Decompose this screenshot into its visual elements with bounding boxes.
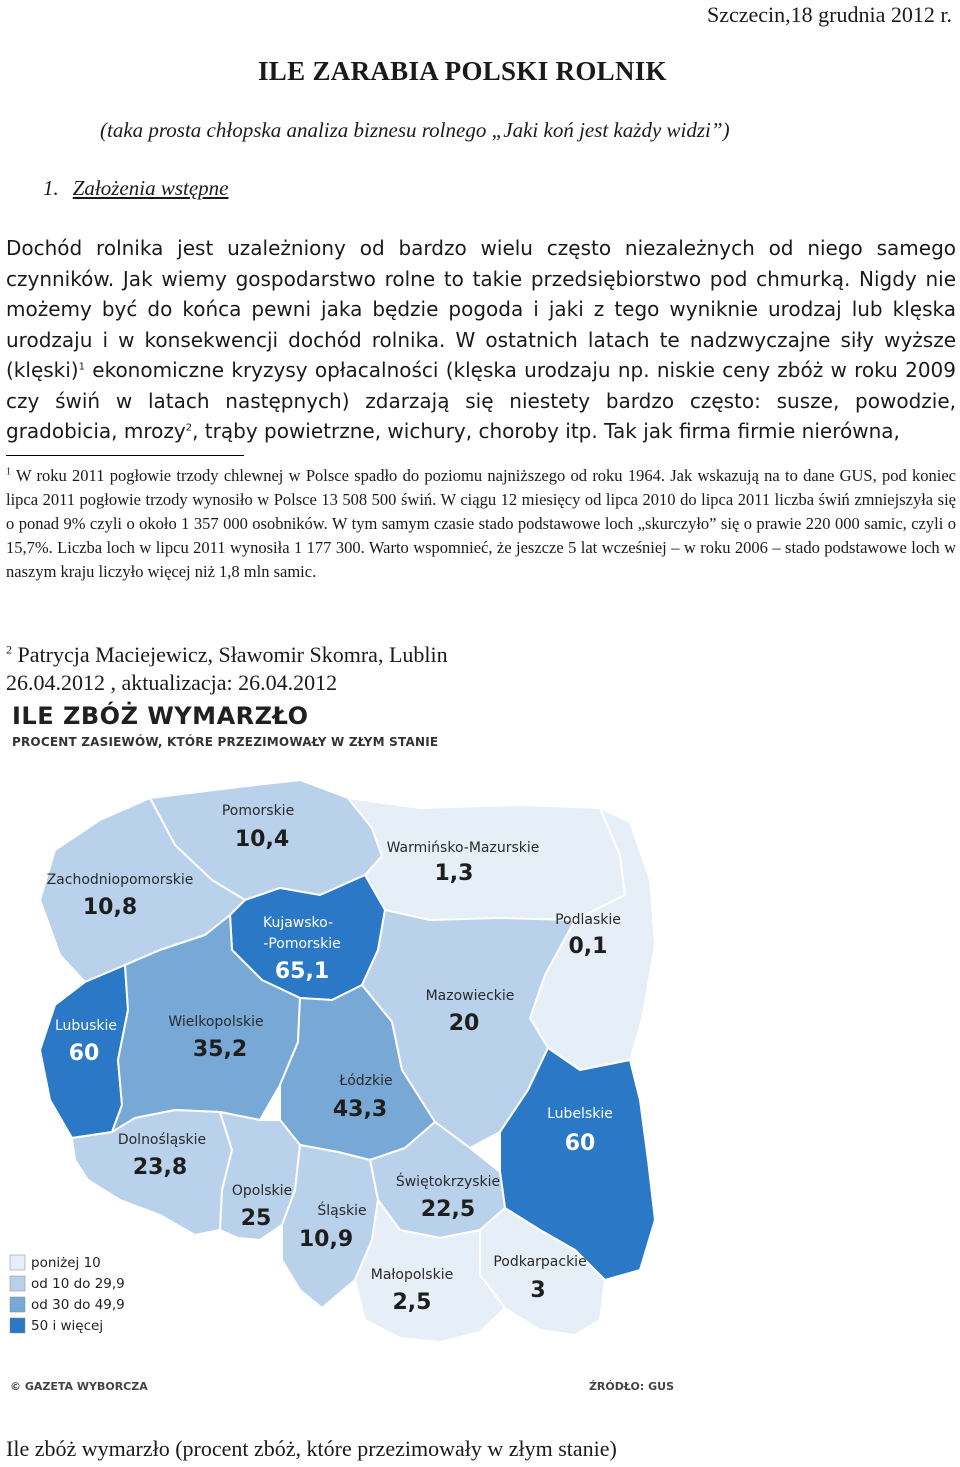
label-slaskie-name: Śląskie <box>317 1203 367 1219</box>
legend-label-10to29: od 10 do 29,9 <box>31 1276 125 1292</box>
footnote-2-line1: Patrycja Maciejewicz, Sławomir Skomra, Lublin <box>12 642 448 667</box>
label-slaskie-value: 10,9 <box>298 1227 354 1252</box>
region-warminsko-mazurskie <box>348 798 625 920</box>
footnote-2-mark: 2 <box>6 642 12 657</box>
label-opolskie-name: Opolskie <box>231 1183 293 1199</box>
legend-label-50plus: 50 i więcej <box>31 1318 104 1334</box>
legend-swatch-10to29 <box>10 1276 25 1291</box>
section-title: Założenia wstępne <box>72 176 229 200</box>
body-paragraph <box>6 233 956 447</box>
section-heading <box>43 176 229 201</box>
label-wielkopolskie-value: 35,2 <box>192 1037 248 1062</box>
label-wielkopolskie-name: Wielkopolskie <box>168 1014 264 1030</box>
map-subtitle: PROCENT ZASIEWÓW, KTÓRE PRZEZIMOWAŁY W ZŁYM STANIE <box>12 735 439 749</box>
footnote-ref-2: 2 <box>185 422 193 434</box>
legend-swatch-30to49 <box>10 1297 25 1312</box>
label-zachodniopomorskie-value: 10,8 <box>82 895 138 920</box>
footnote-1-text: W roku 2011 pogłowie trzody chlewnej w Polsce spadło do poziomu najniższego od roku 1964. Jak wskazują na to dane GUS, pod koniec lipca 2011 pogłowie trzody wynosiło w Polsce 13 508 500 świń. W ciągu 12 miesięcy od lipca 2010 do lipca 2011 liczba świń zmniejszyła się o ponad 9% czyli o około 1 357 000 osobników. W tym samym czasie stado podstawowe loch „skurczyło” się o prawie 220 000 samic, czyli o 15,7%. Liczba loch w lipcu 2011 wynosiła 1 177 300. Warto wspomnieć, że jeszcze 5 lat wcześniej – w roku 2006 – stado podstawowe loch w naszym kraju liczyło więcej niż 1,8 mln samic. <box>6 466 956 581</box>
label-kujawsko-pomorskie-name: Kujawsko- <box>262 915 334 931</box>
label-podkarpackie-value: 3 <box>530 1278 546 1303</box>
footnote-ref-1: 1 <box>78 361 85 373</box>
label-malopolskie-name: Małopolskie <box>370 1267 454 1283</box>
footnote-1-mark: 1 <box>6 466 11 478</box>
body-text-1: Dochód rolnika jest uzależniony od bardzo wielu często niezależnych od niego samego czynników. Jak wiemy gospodarstwo rolne to takie przedsiębiorstwo pod chmurką. Nigdy nie możemy być do końca pewni jaka będzie pogoda i jaki z tego wyniknie urodzaj lub klęska urodzaju i w konsekwencji dochód rolnika. W ostatnich latach te nadzwyczajne siły wyższe (klęski) <box>6 236 956 382</box>
label-pomorskie-name: Pomorskie <box>221 803 295 819</box>
document-subtitle: (taka prosta chłopska analiza biznesu rolnego „Jaki koń jest każdy widzi”) <box>100 118 730 142</box>
label-opolskie-value: 25 <box>240 1206 272 1231</box>
label-podlaskie-name: Podlaskie <box>555 912 621 928</box>
figure-caption: Ile zbóż wymarzło (procent zbóż, które przezimowały w złym stanie) <box>6 1436 617 1461</box>
label-lodzkie-value: 43,3 <box>332 1097 388 1122</box>
label-swietokrzyskie-value: 22,5 <box>420 1197 476 1222</box>
document-date: Szczecin,18 grudnia 2012 r. <box>707 2 952 27</box>
legend-label-30to49: od 30 do 49,9 <box>31 1297 125 1313</box>
label-podlaskie-value: 0,1 <box>568 934 608 959</box>
label-warminsko-mazurskie-name: Warmińsko-Mazurskie <box>386 840 540 856</box>
footnote-2-line2: 26.04.2012 , aktualizacja: 26.04.2012 <box>6 670 338 695</box>
map-title: ILE ZBÓŻ WYMARZŁO <box>12 702 309 730</box>
label-podkarpackie-name: Podkarpackie <box>493 1254 587 1270</box>
label-lubelskie-name: Lubelskie <box>547 1106 613 1122</box>
legend-label-below10: poniżej 10 <box>31 1255 101 1271</box>
footnote-separator <box>6 455 244 456</box>
map-source-left: © GAZETA WYBORCZA <box>10 1380 148 1393</box>
label-lodzkie-name: Łódzkie <box>339 1073 393 1089</box>
footnote-1 <box>6 464 956 584</box>
map-source-right: ŹRÓDŁO: GUS <box>588 1380 674 1393</box>
legend-swatch-below10 <box>10 1255 25 1270</box>
label-malopolskie-value: 2,5 <box>392 1290 432 1315</box>
document-title: ILE ZARABIA POLSKI ROLNIK <box>258 56 667 86</box>
legend-swatch-50plus <box>10 1318 25 1333</box>
label-dolnoslaskie-name: Dolnośląskie <box>117 1132 207 1148</box>
poland-map <box>0 760 960 1410</box>
label-swietokrzyskie-name: Świętokrzyskie <box>395 1174 501 1190</box>
label-dolnoslaskie-value: 23,8 <box>132 1155 188 1180</box>
body-text-3: , trąby powietrzne, wichury, choroby itp. Tak jak firma firmie nierówna, <box>192 419 900 443</box>
label-lubelskie-value: 60 <box>564 1131 596 1156</box>
label-mazowieckie-name: Mazowieckie <box>425 988 515 1004</box>
label-zachodniopomorskie-name: Zachodniopomorskie <box>46 872 194 888</box>
body-text-2: ekonomiczne kryzysy opłacalności (klęska urodzaju np. niskie ceny zbóż w roku 2009 czy świń w latach następnych) zdarzają się niestety bardzo często: susze, powodzie, gradobicia, mrozy <box>6 358 956 443</box>
label-pomorskie-value: 10,4 <box>234 827 290 852</box>
label-warminsko-mazurskie-value: 1,3 <box>434 861 474 886</box>
map-legend <box>10 1255 125 1334</box>
label-kujawsko-pomorskie-value: 65,1 <box>274 959 330 984</box>
label-mazowieckie-value: 20 <box>448 1011 480 1036</box>
section-number: 1. <box>43 176 59 200</box>
footnote-2 <box>6 641 448 697</box>
label-lubuskie-value: 60 <box>68 1041 100 1066</box>
label-lubuskie-name: Lubuskie <box>54 1018 118 1034</box>
label-kujawsko-pomorskie-name-2: -Pomorskie <box>263 936 341 952</box>
